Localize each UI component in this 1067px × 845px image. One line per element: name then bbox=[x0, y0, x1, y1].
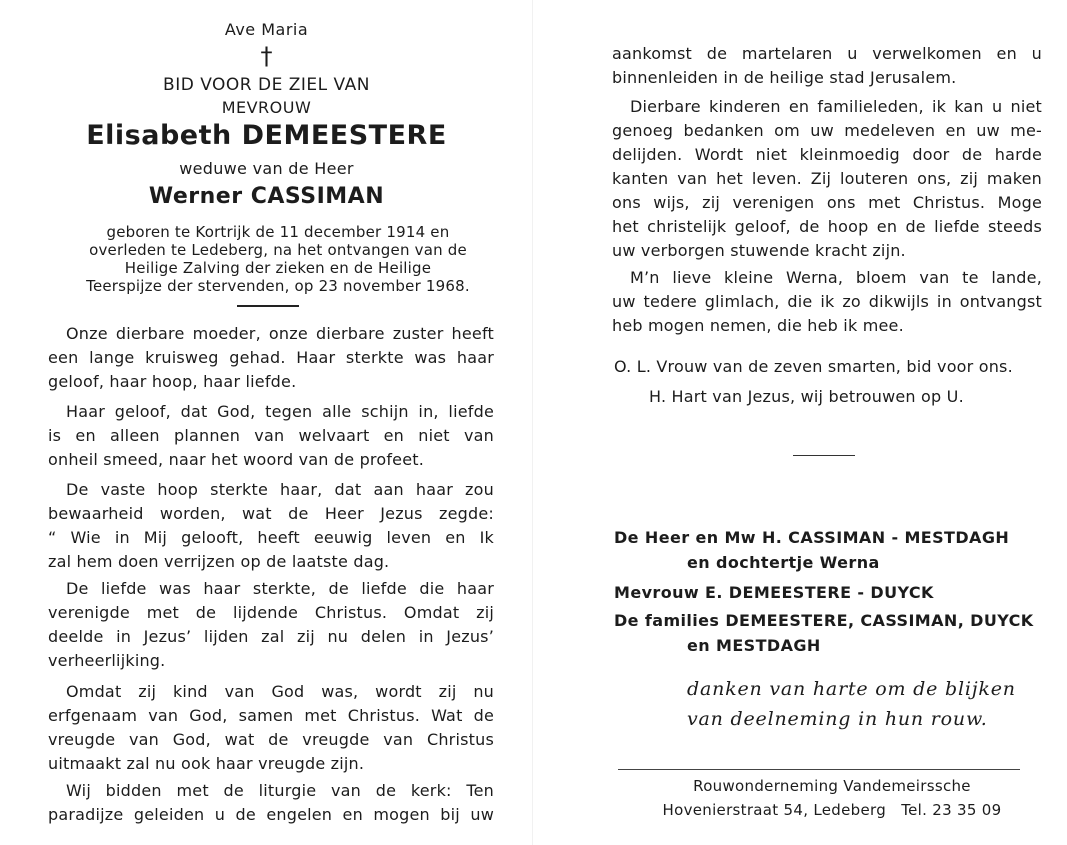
text-line: is en alleen plannen van welvaart en niet van bbox=[48, 426, 494, 445]
separator-line bbox=[237, 305, 299, 307]
birth-line: geboren te Kortrijk de 11 december 1914 en bbox=[106, 223, 450, 241]
text-line: vreugde van God, wat de vreugde van Christus bbox=[48, 730, 494, 749]
text-line: verenigde met de lijdende Christus. Omdat zij bbox=[48, 603, 494, 622]
text-line: erfgenaam van God, samen met Christus. Wat de bbox=[48, 706, 494, 725]
family-line: De Heer en Mw H. CASSIMAN - MESTDAGH bbox=[614, 528, 1010, 547]
text-line: aankomst de martelaren u verwelkomen en u bbox=[612, 44, 1042, 63]
text-line: Omdat zij kind van God was, wordt zij nu bbox=[66, 682, 494, 701]
birth-line: overleden te Ledeberg, na het ontvangen van de bbox=[89, 241, 467, 259]
text-line: onheil smeed, naar het woord van de profeet. bbox=[48, 450, 425, 469]
separator-line bbox=[793, 455, 855, 456]
ave-maria: Ave Maria bbox=[224, 20, 309, 39]
birth-line: Heilige Zalving der zieken en de Heilige bbox=[124, 259, 432, 277]
widow-of: weduwe van de Heer bbox=[179, 159, 354, 178]
text-line: genoeg bedanken om uw medeleven en uw me- bbox=[612, 121, 1042, 140]
text-line: deelde in Jezus’ lijden zal zij nu delen in Jezus’ bbox=[48, 627, 494, 646]
text-line: uw tedere glimlach, die ik zo dikwijls in ontvangst bbox=[612, 292, 1042, 311]
text-line: een lange kruisweg gehad. Haar sterkte was haar bbox=[48, 348, 494, 367]
paragraph bbox=[48, 400, 494, 472]
text-line: M’n lieve kleine Werna, bloem van te lande, bbox=[630, 268, 1042, 287]
text-line: delijden. Wordt niet kleinmoedig door de harde bbox=[612, 145, 1042, 164]
text-line: het christelijk geloof, de hoop en de liefde steeds bbox=[612, 217, 1042, 236]
thanks-line: van deelneming in hun rouw. bbox=[687, 708, 988, 730]
prayer-line: O. L. Vrouw van de zeven smarten, bid voor ons. bbox=[614, 357, 1013, 376]
page-fold bbox=[532, 0, 533, 845]
funeral-home-name: Rouwonderneming Vandemeirssche bbox=[693, 777, 971, 795]
birth-death-text bbox=[60, 223, 496, 295]
paragraph bbox=[48, 478, 494, 574]
left-page bbox=[0, 0, 533, 845]
text-line: Onze dierbare moeder, onze dierbare zuster heeft bbox=[66, 324, 494, 343]
text-line: verheerlijking. bbox=[48, 651, 166, 670]
text-line: ons wijs, zij verenigen ons met Christus. Moge bbox=[612, 193, 1042, 212]
birth-line: Teerspijze der stervenden, op 23 november 1968. bbox=[86, 277, 470, 295]
text-line: geloof, haar hoop, haar liefde. bbox=[48, 372, 297, 391]
paragraph bbox=[612, 95, 1042, 263]
deceased-name: Elisabeth DEMEESTERE bbox=[86, 120, 447, 151]
text-line: binnenleiden in de heilige stad Jerusalem. bbox=[612, 68, 957, 87]
family-line: De families DEMEESTERE, CASSIMAN, DUYCK bbox=[614, 611, 1034, 630]
thanks-line: danken van harte om de blijken bbox=[687, 678, 1016, 700]
paragraph bbox=[612, 42, 1042, 90]
prayer-line: H. Hart van Jezus, wij betrouwen op U. bbox=[649, 387, 964, 406]
text-line: De liefde was haar sterkte, de liefde die haar bbox=[66, 579, 494, 598]
text-line: “ Wie in Mij gelooft, heeft eeuwig leven en Ik bbox=[48, 528, 494, 547]
text-line: kanten van het leven. Zij louteren ons, zij maken bbox=[612, 169, 1042, 188]
text-line: Haar geloof, dat God, tegen alle schijn in, liefde bbox=[66, 402, 494, 421]
prayer-heading: BID VOOR DE ZIEL VAN bbox=[163, 75, 370, 95]
paragraph bbox=[48, 577, 494, 673]
husband-name: Werner CASSIMAN bbox=[148, 184, 385, 209]
text-line: zal hem doen verrijzen op de laatste dag. bbox=[48, 552, 390, 571]
text-line: uitmaakt zal nu ook haar vreugde zijn. bbox=[48, 754, 365, 773]
text-line: Dierbare kinderen en familieleden, ik kan u niet bbox=[630, 97, 1042, 116]
deceased-title: MEVROUW bbox=[221, 98, 312, 117]
family-line: en dochtertje Werna bbox=[687, 553, 880, 572]
paragraph bbox=[48, 680, 494, 776]
text-line: Wij bidden met de liturgie van de kerk: Ten bbox=[66, 781, 494, 800]
text-line: De vaste hoop sterkte haar, dat aan haar zou bbox=[66, 480, 494, 499]
family-line: Mevrouw E. DEMEESTERE - DUYCK bbox=[614, 583, 934, 602]
text-line: bewaarheid worden, wat de Heer Jezus zegde: bbox=[48, 504, 494, 523]
text-line: heb mogen nemen, die heb ik mee. bbox=[612, 316, 904, 335]
cross-icon: † bbox=[260, 42, 273, 70]
text-line: uw verborgen stuwende kracht zijn. bbox=[612, 241, 906, 260]
paragraph bbox=[48, 779, 494, 827]
separator-line bbox=[618, 769, 1020, 770]
text-line: paradijze geleiden u de engelen en mogen bij uw bbox=[48, 805, 494, 824]
paragraph bbox=[612, 266, 1042, 338]
paragraph bbox=[48, 322, 494, 394]
family-line: en MESTDAGH bbox=[687, 636, 821, 655]
funeral-home-address: Hovenierstraat 54, Ledeberg Tel. 23 35 09 bbox=[662, 801, 1002, 819]
